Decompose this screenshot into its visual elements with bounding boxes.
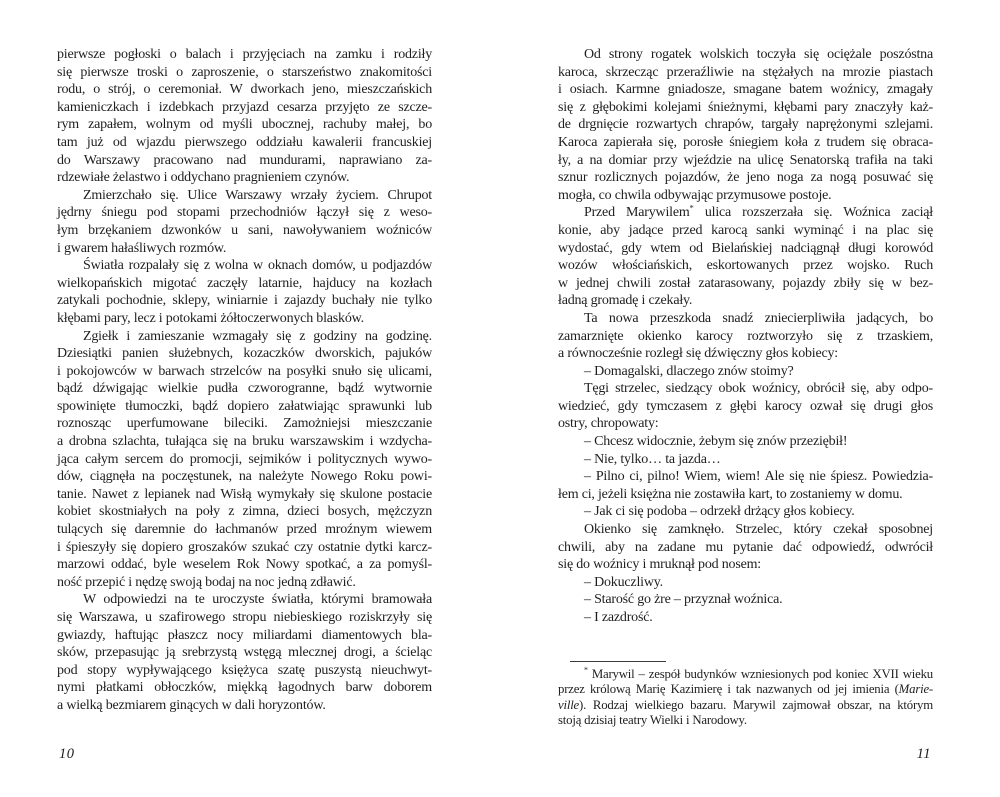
left-page-text bbox=[57, 46, 432, 715]
text-line: – Starość go żre – przyznał woźnica. bbox=[584, 592, 783, 608]
text-line: jędrny śniegu pod stopami przechodniów łączył się z weso- bbox=[57, 205, 432, 221]
footnote-text bbox=[558, 667, 933, 729]
text-line: konie, aby jadące przed karocą sanki wyminąć i na plac się bbox=[558, 222, 933, 238]
text-line: zamarznięte okienko karocy roztworzyło się z trzaskiem, bbox=[558, 328, 933, 344]
left-page-number: 10 bbox=[59, 746, 75, 762]
paragraph bbox=[558, 310, 933, 363]
text-line: Tęgi strzelec, siedzący obok woźnicy, obrócił się, aby odpo- bbox=[584, 381, 933, 397]
text-line: Dziesiątki panien służebnych, kozaczków dworskich, pajuków bbox=[57, 346, 432, 362]
text-line: nymi płatkami obłoczków, miękką łagodnych barw doborem bbox=[57, 680, 432, 696]
text-line: * Marywil – zespół budynków wzniesionych pod koniec XVII wieku bbox=[584, 665, 933, 681]
text-line: wielkopańskich migotać zaczęły latarnie, hajducy na kozłach bbox=[57, 275, 432, 291]
text-line: a drobna szlachta, tułająca się na bruku warszawskim i wzdycha- bbox=[57, 434, 432, 450]
text-line: się pierwsze troski o zaproszenie, o starszeństwo znakomitości bbox=[57, 64, 432, 80]
text-line: mogła, co chwila odbywając przymusowe postoje. bbox=[558, 187, 832, 203]
text-line: wozów włościańskich, eskortowanych przez wojsko. Ruch bbox=[558, 258, 933, 274]
text-line: przez królową Marię Kazimierę i tak nazwanych od jej imienia (Marie- bbox=[558, 682, 933, 697]
text-line: marzowi oddać, byle weselem Rok Nowy spotkać, a za pomyśl- bbox=[57, 557, 432, 573]
text-line: kamieniczkach i izdebkach przyjazd cesarza przyjęto ze szcze- bbox=[57, 99, 432, 115]
text-line: Karoca zapierała się, porosłe śniegiem koła z trudem się obraca- bbox=[558, 134, 933, 150]
paragraph bbox=[558, 521, 933, 574]
text-line: i gwarem hałaśliwych rozmów. bbox=[57, 240, 227, 256]
text-line: do Warszawy pracowano nad mundurami, naprawiano za- bbox=[57, 152, 432, 168]
paragraph bbox=[57, 257, 432, 327]
text-line: kłębami pary, lecz i potokami żółtoczerwonych blasków. bbox=[57, 310, 364, 326]
text-line: wiedzieć, gdy tymczasem z głębi karocy ozwał się drugi głos bbox=[558, 398, 933, 414]
paragraph bbox=[57, 591, 432, 714]
text-line: dów, ciągnęła na poczęstunek, na należyte Nowego Roku powi- bbox=[57, 469, 432, 485]
text-line: – Pilno ci, pilno! Wiem, wiem! Ale się nie śpiesz. Powiedzia- bbox=[584, 469, 933, 485]
paragraph bbox=[558, 433, 933, 451]
text-line: gwiazdy, haftując płaszcz nocy miliardami diamentowych bla- bbox=[57, 627, 432, 643]
text-line: bądź dźwigając wielkie pudła czworogranne, bądź wytwornie bbox=[57, 381, 432, 397]
paragraph bbox=[558, 609, 933, 627]
right-page-number: 11 bbox=[916, 746, 931, 762]
text-line: Przed Marywilem* ulica rozszerzała się. Woźnica zaciął bbox=[584, 202, 933, 221]
text-line: ły, a na domiar przy wjeździe na ulicę Senatorską trafiła na taki bbox=[558, 152, 933, 168]
text-line: pierwsze pogłoski o balach i przyjęciach na zamku i rodziły bbox=[57, 47, 432, 62]
paragraph bbox=[558, 204, 933, 310]
text-line: i śpieszyły się dopiero groszaków szukać czy ostatnie dytki karcz- bbox=[57, 539, 432, 555]
right-page bbox=[558, 46, 933, 762]
text-line: – Nie, tylko… ta jazda… bbox=[584, 451, 721, 467]
text-line: tanie. Nawet z lepianek nad Wisłą wymykały się skulone postacie bbox=[57, 486, 432, 502]
text-line: Zgiełk i zamieszanie wzmagały się z godziny na godzinę. bbox=[83, 328, 432, 344]
text-line: – I zazdrość. bbox=[584, 610, 653, 625]
text-line: rym zapałem, wolnym od myśli ubocznej, rachuby małej, bo bbox=[57, 117, 432, 133]
paragraph bbox=[57, 46, 432, 187]
text-line: się z głębokimi kolejami śnieżnymi, kłębami pary znaczyły każ- bbox=[558, 99, 933, 115]
text-line: chwili, aby na zadane mu pytanie dać odpowiedź, odwrócił bbox=[558, 539, 933, 555]
right-page-text bbox=[558, 46, 933, 627]
text-line: W odpowiedzi na te uroczyste światła, którymi bramowała bbox=[83, 592, 432, 608]
text-line: jąca całym sercem do promocji, sejmików i politycznych wywo- bbox=[57, 451, 432, 467]
text-line: a wielką bezmiarem ginących w dali horyzontów. bbox=[57, 697, 326, 713]
paragraph bbox=[558, 363, 933, 381]
text-line: karoca, skrzecząc przeraźliwie na stężałych na mrozie piastach bbox=[558, 64, 933, 80]
paragraph bbox=[57, 328, 432, 592]
text-line: sznur rozlicznych pojazdów, że jeno noga za nogą posuwać się bbox=[558, 170, 933, 186]
text-line: ność przepić i nędzę swoją bodaj na noc jedną zdławić. bbox=[57, 574, 356, 590]
text-line: pod stopy wypływającego księżyca szatę puszystą nieuchwyt- bbox=[57, 662, 432, 678]
text-line: łym brzękaniem dzwonków u sani, nawoływaniem woźniców bbox=[57, 222, 432, 238]
footnote-rule bbox=[570, 661, 666, 662]
text-line: tulących się daremnie do łachmanów przed mroźnym wiewem bbox=[57, 522, 432, 538]
paragraph bbox=[558, 451, 933, 469]
text-line: wydostać, gdy wtem od Bielańskiej nadciągnął długi korowód bbox=[558, 240, 933, 256]
text-line: tam już od wjazdu pierwszego oddziału kawalerii francuskiej bbox=[57, 134, 432, 150]
paragraph bbox=[558, 468, 933, 503]
footnote bbox=[558, 661, 933, 729]
text-line: – Jak ci się podoba – odrzekł drżący głos kobiecy. bbox=[584, 504, 855, 520]
paragraph bbox=[558, 667, 933, 729]
text-line: roznosząc uperfumowane bileciki. Zamożniejsi mieszczanie bbox=[57, 416, 432, 432]
text-line: i osiach. Karmne gniadosze, smagane batem woźnicy, zmagały bbox=[558, 82, 933, 98]
text-line: Ta nowa przeszkoda snadź zniecierpliwiła jadących, bo bbox=[584, 310, 933, 326]
text-line: Zmierzchało się. Ulice Warszawy wrzały życiem. Chrupot bbox=[83, 187, 432, 203]
text-line: rdzewiałe żelastwo i oddychano pragnieniem czynów. bbox=[57, 170, 350, 186]
text-line: ładną gromadę i czekały. bbox=[558, 293, 693, 309]
left-page bbox=[57, 46, 432, 762]
paragraph bbox=[558, 503, 933, 521]
text-line: spowinięte tłumoczki, bądź dopiero załatwiając sprawunki lub bbox=[57, 398, 432, 414]
text-line: ville). Rodzaj wielkiego bazaru. Marywil zajmował obszar, na którym bbox=[558, 697, 933, 712]
text-line: Od strony rogatek wolskich toczyła się ociężale poszóstna bbox=[584, 47, 933, 62]
text-line: kobiet skostniałych na poły z zimna, dzieci bosych, mężczyzn bbox=[57, 504, 432, 520]
text-line: – Chcesz widocznie, żebym się znów przeziębił! bbox=[584, 434, 848, 450]
text-line: się Warszawa, u szafirowego stropu niebieskiego roziskrzyły się bbox=[57, 610, 432, 625]
text-line: zatykali pochodnie, sklepy, winiarnie i zajazdy buchały nie tylko bbox=[57, 293, 432, 309]
text-line: a równocześnie rozległ się dźwięczny głos kobiecy: bbox=[558, 346, 839, 362]
text-line: rodu, o strój, o ceremoniał. W dworkach jeno, mieszczańskich bbox=[57, 82, 432, 98]
text-line: i pokojowców w barwach strzelców na posyłki snuło się ulicami, bbox=[57, 363, 432, 379]
text-line: ostry, chropowaty: bbox=[558, 416, 659, 432]
text-line: Okienko się zamknęło. Strzelec, który czekał sposobnej bbox=[584, 522, 933, 538]
text-line: w jednej chwili został zatarasowany, pojazdy zbiły się w bez- bbox=[558, 275, 933, 291]
paragraph bbox=[558, 380, 933, 433]
paragraph bbox=[558, 574, 933, 592]
text-line: – Dokuczliwy. bbox=[584, 574, 663, 590]
text-line: Światła rozpalały się z wolna w oknach domów, u podjazdów bbox=[83, 258, 432, 274]
paragraph bbox=[57, 187, 432, 257]
text-line: de drgnięcie rozwartych chrapów, targały naprężonymi szlejami. bbox=[558, 117, 933, 133]
paragraph bbox=[558, 591, 933, 609]
paragraph bbox=[558, 46, 933, 204]
text-line: stoją dzisiaj teatry Wielki i Narodowy. bbox=[558, 713, 747, 728]
text-line: sków, przepasując ją srebrzystą wstęgą mlecznej drogi, a ścieląc bbox=[57, 645, 432, 661]
text-line: łem ci, jeżeli księżna nie zostawiła kart, to zostaniemy w domu. bbox=[558, 486, 903, 502]
text-line: – Domagalski, dlaczego znów stoimy? bbox=[584, 363, 794, 379]
text-line: się do woźnicy i mruknął pod nosem: bbox=[558, 557, 761, 573]
